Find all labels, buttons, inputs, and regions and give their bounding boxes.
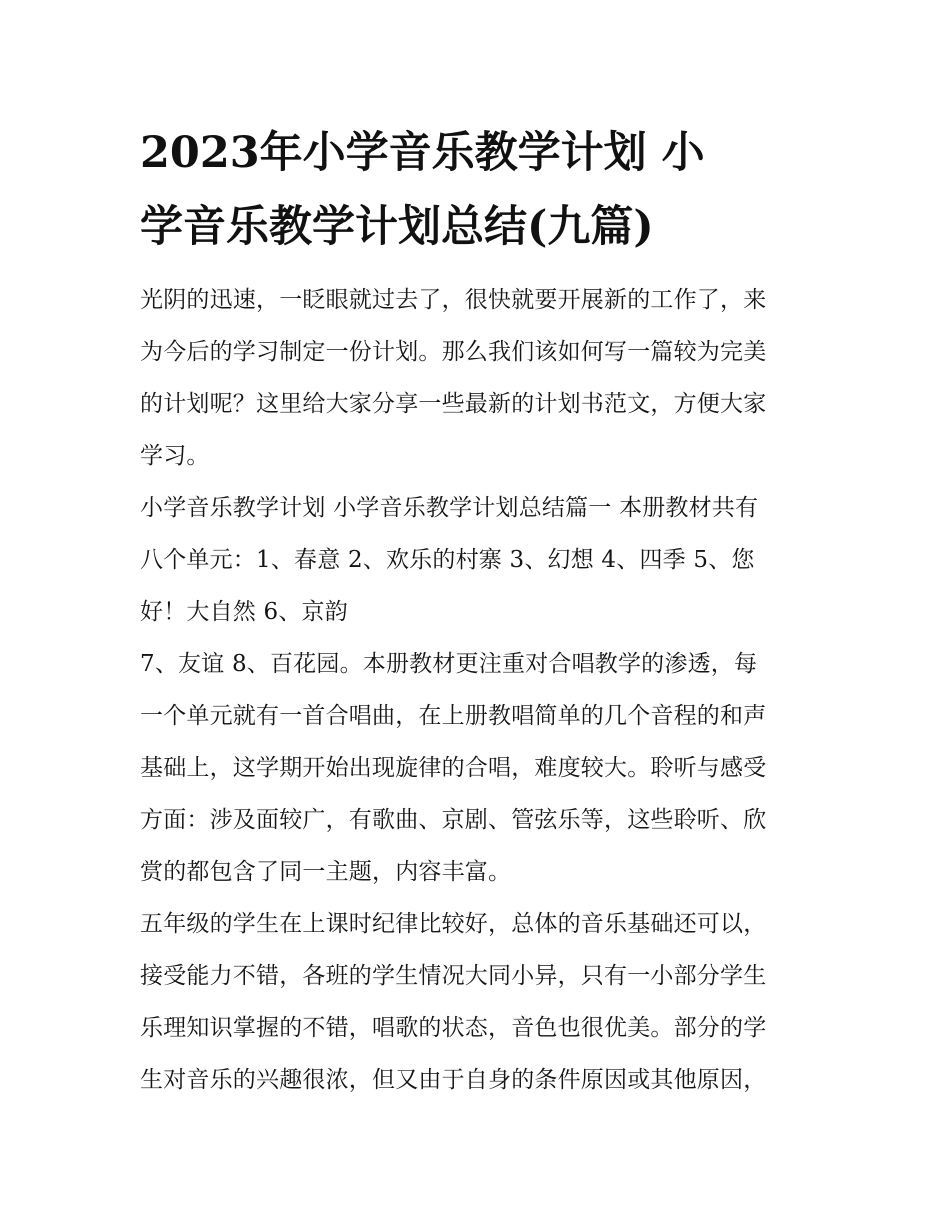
- body-line: 方面：涉及面较广，有歌曲、京剧、管弦乐等，这些聆听、欣: [140, 807, 767, 833]
- body-line: 小学音乐教学计划 小学音乐教学计划总结篇一 本册教材共有: [140, 495, 759, 521]
- body-line: 赏的都包含了同一主题，内容丰富。: [140, 859, 512, 885]
- body-line: 八个单元：1、春意 2、欢乐的村寨 3、幻想 4、四季 5、您: [140, 547, 755, 573]
- body-line: 学习。: [140, 443, 210, 469]
- body-line: 一个单元就有一首合唱曲，在上册教唱简单的几个音程的和声: [140, 703, 767, 729]
- body-line: 好！大自然 6、京韵: [140, 599, 348, 625]
- body-line: 为今后的学习制定一份计划。那么我们该如何写一篇较为完美: [140, 339, 767, 365]
- body-line: 五年级的学生在上课时纪律比较好，总体的音乐基础还可以，: [140, 911, 767, 937]
- title-line: 学音乐教学计划总结(九篇): [140, 202, 654, 252]
- document-body: [140, 274, 820, 1106]
- title-line: 2023年小学音乐教学计划 小: [140, 128, 705, 178]
- body-line: 乐理知识掌握的不错，唱歌的状态，音色也很优美。部分的学: [140, 1015, 767, 1041]
- body-line: 生对音乐的兴趣很浓，但又由于自身的条件原因或其他原因，: [140, 1067, 767, 1093]
- body-line: 的计划呢？这里给大家分享一些最新的计划书范文，方便大家: [140, 391, 767, 417]
- document-title: [140, 116, 820, 264]
- body-line: 接受能力不错，各班的学生情况大同小异，只有一小部分学生: [140, 963, 767, 989]
- body-line: 基础上，这学期开始出现旋律的合唱，难度较大。聆听与感受: [140, 755, 767, 781]
- body-line: 7、友谊 8、百花园。本册教材更注重对合唱教学的渗透，每: [140, 651, 758, 677]
- body-line: 光阴的迅速，一眨眼就过去了，很快就要开展新的工作了，来: [140, 287, 767, 313]
